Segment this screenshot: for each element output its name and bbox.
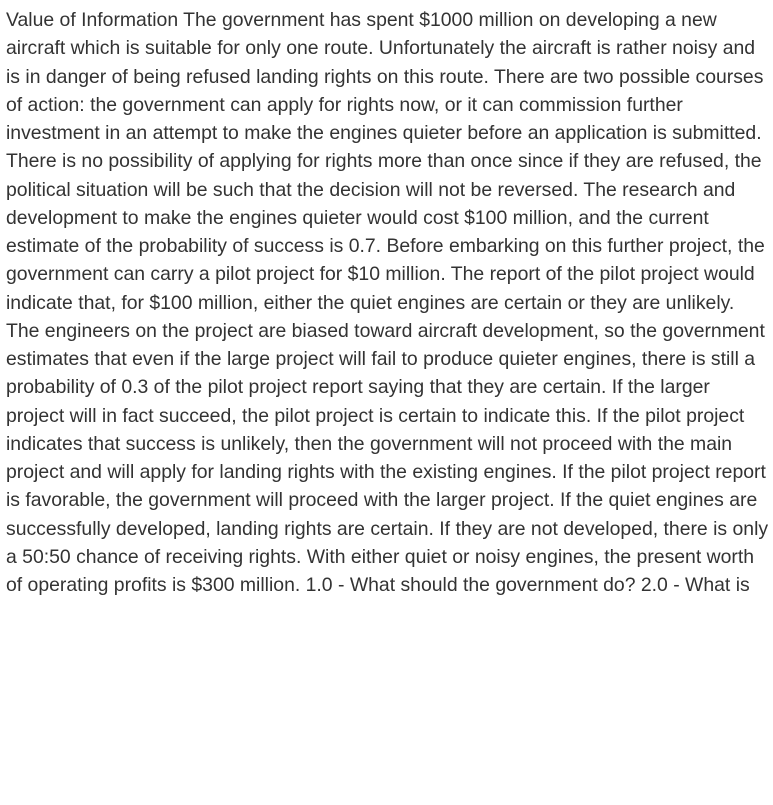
- question-text: Value of Information The government has spent $1000 million on developing a new aircraft which is suitable for only one route. Unfortunately the aircraft is rather noisy and is in danger of being refused landing rights on this route. There are two possible courses of action: the government can apply for rights now, or it can commission further investment in an attempt to make the engines quieter before an application is submitted. There is no possibility of applying for rights more than once since if they are refused, the political situation will be such that the decision will not be reversed. The research and development to make the engines quieter would cost $100 million, and the current estimate of the probability of success is 0.7. Before embarking on this further project, the government can carry a pilot project for $10 million. The report of the pilot project would indicate that, for $100 million, either the quiet engines are certain or they are unlikely. The engineers on the project are biased toward aircraft development, so the government estimates that even if the large project will fail to produce quieter engines, there is still a probability of 0.3 of the pilot project report saying that they are certain. If the larger project will in fact succeed, the pilot project is certain to indicate this. If the pilot project indicates that success is unlikely, then the government will not proceed with the main project and will apply for landing rights with the existing engines. If the pilot project report is favorable, the government will proceed with the larger project. If the quiet engines are successfully developed, landing rights are certain. If they are not developed, there is only a 50:50 chance of receiving rights. With either quiet or noisy engines, the present worth of operating profits is $300 million. 1.0 - What should the government do? 2.0 - What is: [6, 9, 769, 596]
- document-page: [6, 6, 770, 805]
